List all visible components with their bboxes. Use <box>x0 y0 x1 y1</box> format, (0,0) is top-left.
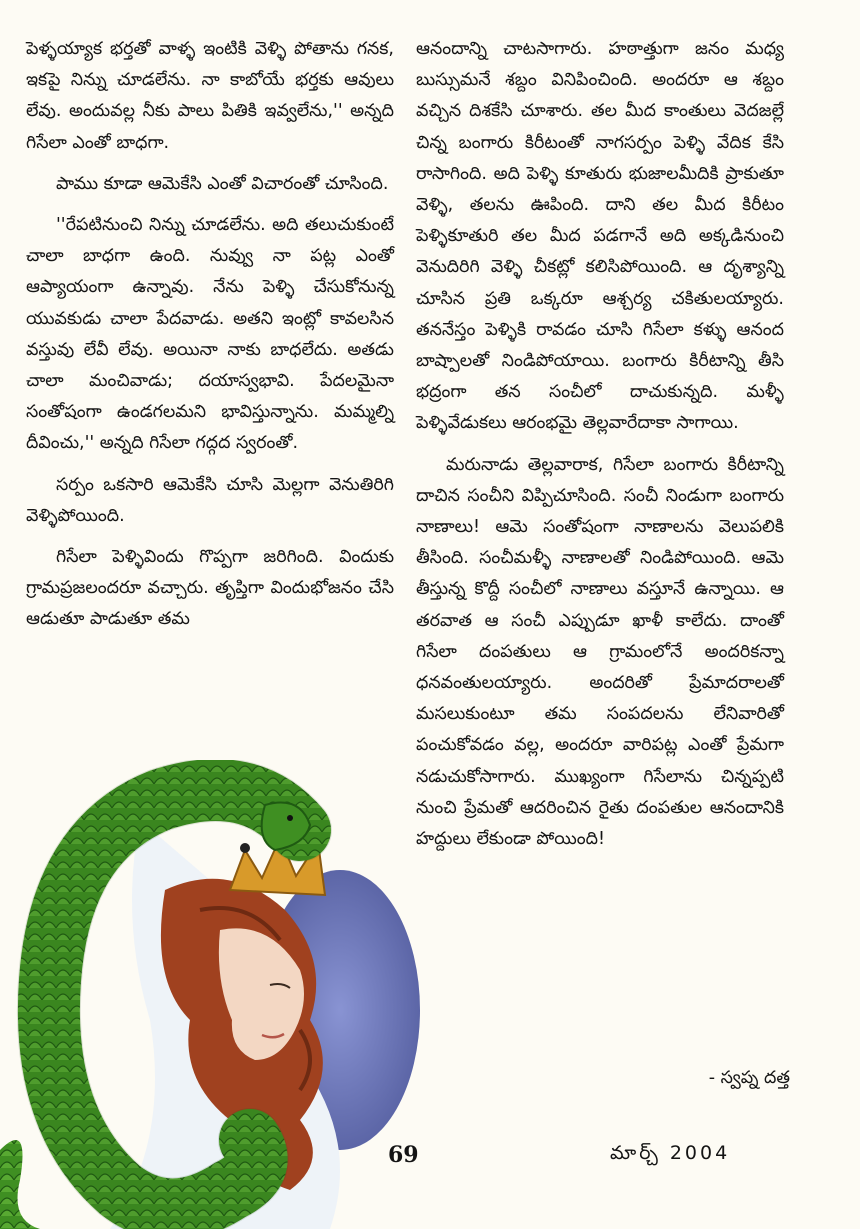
paragraph: ఆనందాన్ని చాటసాగారు. హఠాత్తుగా జనం మధ్య బుస్సుమనే శబ్దం వినిపించింది. అందరూ ఆ శబ్దం వచ్చిన దిశకేసి చూశారు. తల మీద కాంతులు వెదజల్లే చిన్న బంగారు కిరీటంతో నాగసర్పం పెళ్ళి వేదిక కేసి రాసాగింది. అది పెళ్ళి కూతురు భుజాలమీదికి ప్రాకుతూ వెళ్ళి, తలను ఊపింది. దాని తల మీద కిరీటం పెళ్ళికూతురి తల మీద పడగానే అది అక్కడినుంచి వెనుదిరిగి వెళ్ళి చీకట్లో కలిసిపోయింది. ఆ దృశ్యాన్ని చూసిన ప్రతి ఒక్కరూ ఆశ్చర్య చకితులయ్యారు. తననేస్తం పెళ్ళికి రావడం చూసి గిసేలా కళ్ళు ఆనంద బాష్పాలతో నిండిపోయాయి. బంగారు కిరీటాన్ని తీసి భద్రంగా తన సంచీలో దాచుకున్నది. మళ్ళీ పెళ్ళివేడుకలు ఆరంభమై తెల్లవారేదాకా సాగాయి. <box>416 39 784 434</box>
page-number: 69 <box>388 1142 419 1168</box>
paragraph: మరునాడు తెల్లవారాక, గిసేలా బంగారు కిరీటాన్ని దాచిన సంచీని విప్పిచూసింది. సంచీ నిండుగా బంగారు నాణాలు! ఆమె సంతోషంగా నాణాలను వెలుపలికి తీసింది. సంచీమళ్ళీ నాణాలతో నిండిపోయింది. ఆమె తీస్తున్న కొద్దీ సంచీలో నాణాలు వస్తూనే ఉన్నాయి. ఆ తరవాత ఆ సంచీ ఎప్పుడూ ఖాళీ కాలేదు. దాంతో గిసేలా దంపతులు ఆ గ్రామంలోనే అందరికన్నా ధనవంతులయ్యారు. అందరితో ప్రేమాదరాలతో మసలుకుంటూ తమ సంపదలను లేనివారితో పంచుకోవడం వల్ల, అందరూ వారిపట్ల ఎంతో ప్రేమగా నడుచుకోసాగారు. ముఖ్యంగా గిసేలాను చిన్నప్పటి నుంచి ప్రేమతో ఆదరించిన రైతు దంపతుల ఆనందానికి హద్దులు లేకుండా పోయింది! <box>416 454 784 850</box>
paragraph: గిసేలా పెళ్ళివిందు గొప్పగా జరిగింది. విందుకు గ్రామప్రజలందరూ వచ్చారు. తృప్తిగా విందుభోజనం చేసి ఆడుతూ పాడుతూ తమ <box>26 547 394 630</box>
paragraph: సర్పం ఒకసారి ఆమెకేసి చూసి మెల్లగా వెనుతిరిగి వెళ్ళిపోయింది. <box>26 474 394 526</box>
author-signature: - స్వప్న దత్త <box>708 1068 790 1088</box>
issue-date: మార్చ్ 2004 <box>610 1142 731 1164</box>
paragraph: పెళ్ళయ్యాక భర్తతో వాళ్ళ ఇంటికి వెళ్ళి పోతాను గనక, ఇకపై నిన్ను చూడలేను. నా కాబోయే భర్తకు ఆవులు లేవు. అందువల్ల నీకు పాలు పితికి ఇవ్వలేను,'' అన్నది గిసేలా ఎంతో బాధగా. <box>26 39 394 153</box>
right-text-column <box>416 34 784 865</box>
snake-with-crowned-girl-icon <box>0 760 430 1229</box>
paragraph: ''రేపటినుంచి నిన్ను చూడలేను. అది తలుచుకుంటే చాలా బాధగా ఉంది. నువ్వు నా పట్ల ఎంతో ఆప్యాయంగా ఉన్నావు. నేను పెళ్ళి చేసుకోనున్న యువకుడు చాలా పేదవాడు. అతని ఇంట్లో కావలసిన వస్తువు లేవీ లేవు. అయినా నాకు బాధలేదు. అతడు చాలా మంచివాడు; దయాస్వభావి. పేదలమైనా సంతోషంగా ఉండగలమని భావిస్తున్నాను. మమ్మల్ని దీవించు,'' అన్నది గిసేలా గద్గద స్వరంతో. <box>26 215 394 454</box>
left-text-column <box>26 34 394 646</box>
paragraph: పాము కూడా ఆమెకేసి ఎంతో విచారంతో చూసింది. <box>56 173 389 194</box>
